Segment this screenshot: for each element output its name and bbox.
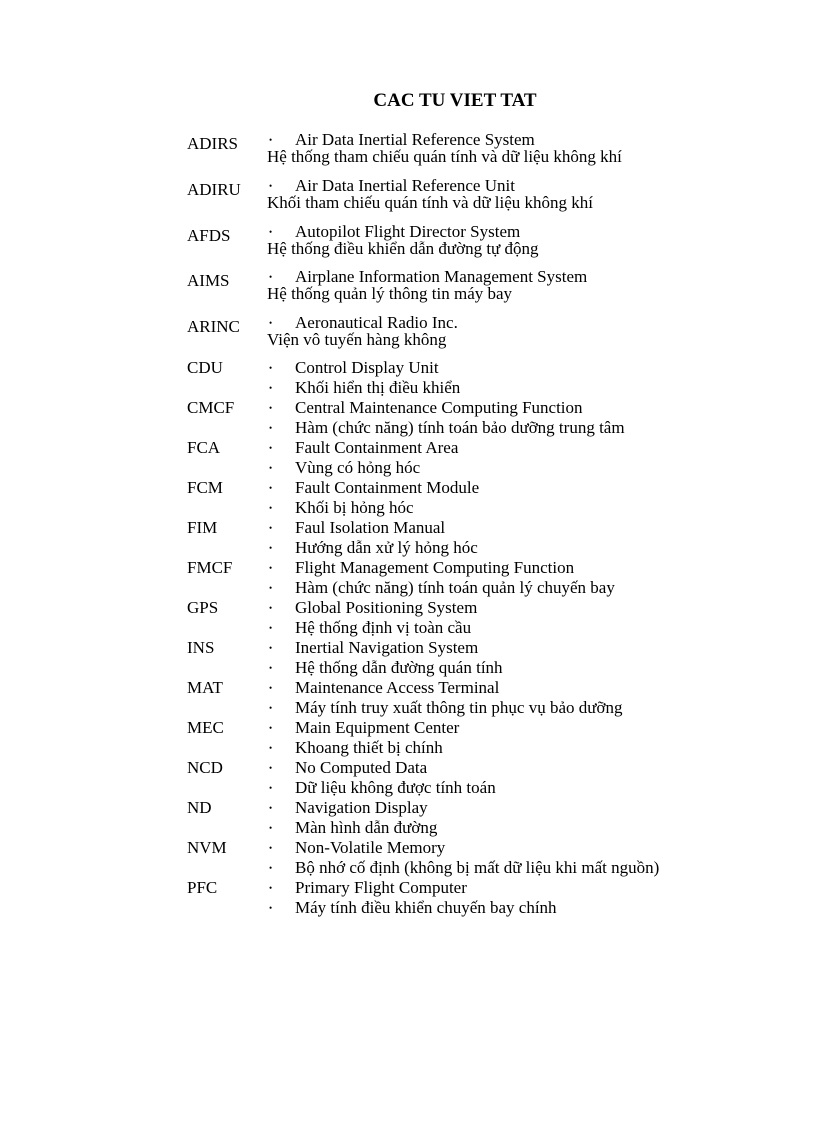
bullet-icon: •	[269, 843, 273, 853]
abbreviation-term: ARINC	[187, 317, 240, 336]
bullet-icon: •	[269, 403, 273, 413]
bullet-icon: •	[269, 272, 273, 282]
english-definition: Autopilot Flight Director System	[295, 222, 521, 241]
bullet-icon: •	[269, 443, 273, 453]
vietnamese-definition: Khối bị hỏng hóc	[295, 498, 414, 517]
bullet-icon: •	[269, 703, 273, 713]
bullet-icon: •	[269, 803, 273, 813]
abbreviation-term: FCA	[187, 438, 221, 457]
abbreviation-term: FIM	[187, 518, 218, 537]
english-definition: Fault Containment Area	[295, 438, 459, 457]
bullet-icon: •	[269, 723, 273, 733]
vietnamese-definition: Hàm (chức năng) tính toán bảo dưỡng trung tâm	[295, 418, 625, 437]
vietnamese-definition: Hệ thống dẫn đường quán tính	[295, 658, 503, 677]
bullet-icon: •	[269, 763, 273, 773]
vietnamese-definition: Khối tham chiếu quán tính và dữ liệu không khí	[267, 193, 594, 212]
bullet-icon: •	[269, 883, 273, 893]
bullet-icon: •	[269, 363, 273, 373]
english-definition: Air Data Inertial Reference Unit	[295, 176, 515, 195]
bullet-icon: •	[269, 863, 273, 873]
vietnamese-definition: Khối hiển thị điều khiển	[295, 378, 461, 397]
bullet-icon: •	[269, 423, 273, 433]
vietnamese-definition: Hướng dẫn xử lý hỏng hóc	[295, 538, 478, 557]
english-definition: Main Equipment Center	[295, 718, 460, 737]
english-definition: Global Positioning System	[295, 598, 478, 617]
bullet-icon: •	[269, 181, 273, 191]
bullet-icon: •	[269, 503, 273, 513]
bullet-icon: •	[269, 643, 273, 653]
vietnamese-definition: Hệ thống tham chiếu quán tính và dữ liệu không khí	[267, 147, 622, 166]
bullet-icon: •	[269, 523, 273, 533]
english-definition: No Computed Data	[295, 758, 428, 777]
bullet-icon: •	[269, 318, 273, 328]
english-definition: Fault Containment Module	[295, 478, 480, 497]
page-title: CAC TU VIET TAT	[373, 90, 537, 111]
bullet-icon: •	[269, 563, 273, 573]
bullet-icon: •	[269, 135, 273, 145]
bullet-icon: •	[269, 683, 273, 693]
bullet-icon: •	[269, 823, 273, 833]
bullet-icon: •	[269, 583, 273, 593]
abbreviation-term: CMCF	[187, 398, 235, 417]
bullet-icon: •	[269, 783, 273, 793]
vietnamese-definition: Hệ thống quản lý thông tin máy bay	[267, 284, 513, 303]
bullet-icon: •	[269, 483, 273, 493]
bullet-icon: •	[269, 743, 273, 753]
english-definition: Aeronautical Radio Inc.	[295, 313, 458, 332]
abbreviation-term: MAT	[187, 678, 223, 697]
bullet-icon: •	[269, 663, 273, 673]
abbreviation-term: FCM	[187, 478, 223, 497]
vietnamese-definition: Hệ thống định vị toàn cầu	[295, 618, 472, 637]
vietnamese-definition: Dữ liệu không được tính toán	[295, 778, 496, 797]
english-definition: Faul Isolation Manual	[295, 518, 446, 537]
bullet-icon: •	[269, 623, 273, 633]
english-definition: Maintenance Access Terminal	[295, 678, 500, 697]
abbreviation-term: MEC	[187, 718, 224, 737]
abbreviation-term: FMCF	[187, 558, 233, 577]
abbreviation-term: CDU	[187, 358, 223, 377]
english-definition: Air Data Inertial Reference System	[295, 130, 535, 149]
english-definition: Non-Volatile Memory	[295, 838, 446, 857]
bullet-icon: •	[269, 383, 273, 393]
vietnamese-definition: Hệ thống điều khiển dẫn đường tự động	[267, 239, 539, 258]
english-definition: Navigation Display	[295, 798, 428, 817]
bullet-icon: •	[269, 227, 273, 237]
vietnamese-definition: Hàm (chức năng) tính toán quản lý chuyến bay	[295, 578, 615, 597]
abbreviation-term: ADIRU	[187, 180, 241, 199]
abbreviation-term: AIMS	[187, 271, 230, 290]
english-definition: Flight Management Computing Function	[295, 558, 575, 577]
english-definition: Control Display Unit	[295, 358, 439, 377]
abbreviation-term: NCD	[187, 758, 223, 777]
english-definition: Primary Flight Computer	[295, 878, 467, 897]
english-definition: Inertial Navigation System	[295, 638, 479, 657]
abbreviation-term: AFDS	[187, 226, 231, 245]
vietnamese-definition: Bộ nhớ cố định (không bị mất dữ liệu khi mất nguồn)	[295, 858, 660, 877]
english-definition: Central Maintenance Computing Function	[295, 398, 583, 417]
english-definition: Airplane Information Management System	[295, 267, 588, 286]
bullet-icon: •	[269, 603, 273, 613]
abbreviation-term: ADIRS	[187, 134, 239, 153]
bullet-icon: •	[269, 903, 273, 913]
vietnamese-definition: Viện vô tuyến hàng không	[267, 330, 447, 349]
abbreviation-term: GPS	[187, 598, 219, 617]
bullet-icon: •	[269, 543, 273, 553]
vietnamese-definition: Máy tính điều khiển chuyến bay chính	[295, 898, 557, 917]
bullet-icon: •	[269, 463, 273, 473]
abbreviation-term: ND	[187, 798, 212, 817]
vietnamese-definition: Màn hình dẫn đường	[295, 818, 438, 837]
abbreviation-term: NVM	[187, 838, 227, 857]
vietnamese-definition: Vùng có hỏng hóc	[295, 458, 421, 477]
vietnamese-definition: Máy tính truy xuất thông tin phục vụ bảo dưỡng	[295, 698, 623, 717]
abbreviation-term: INS	[187, 638, 215, 657]
abbreviation-term: PFC	[187, 878, 218, 897]
vietnamese-definition: Khoang thiết bị chính	[295, 738, 443, 757]
